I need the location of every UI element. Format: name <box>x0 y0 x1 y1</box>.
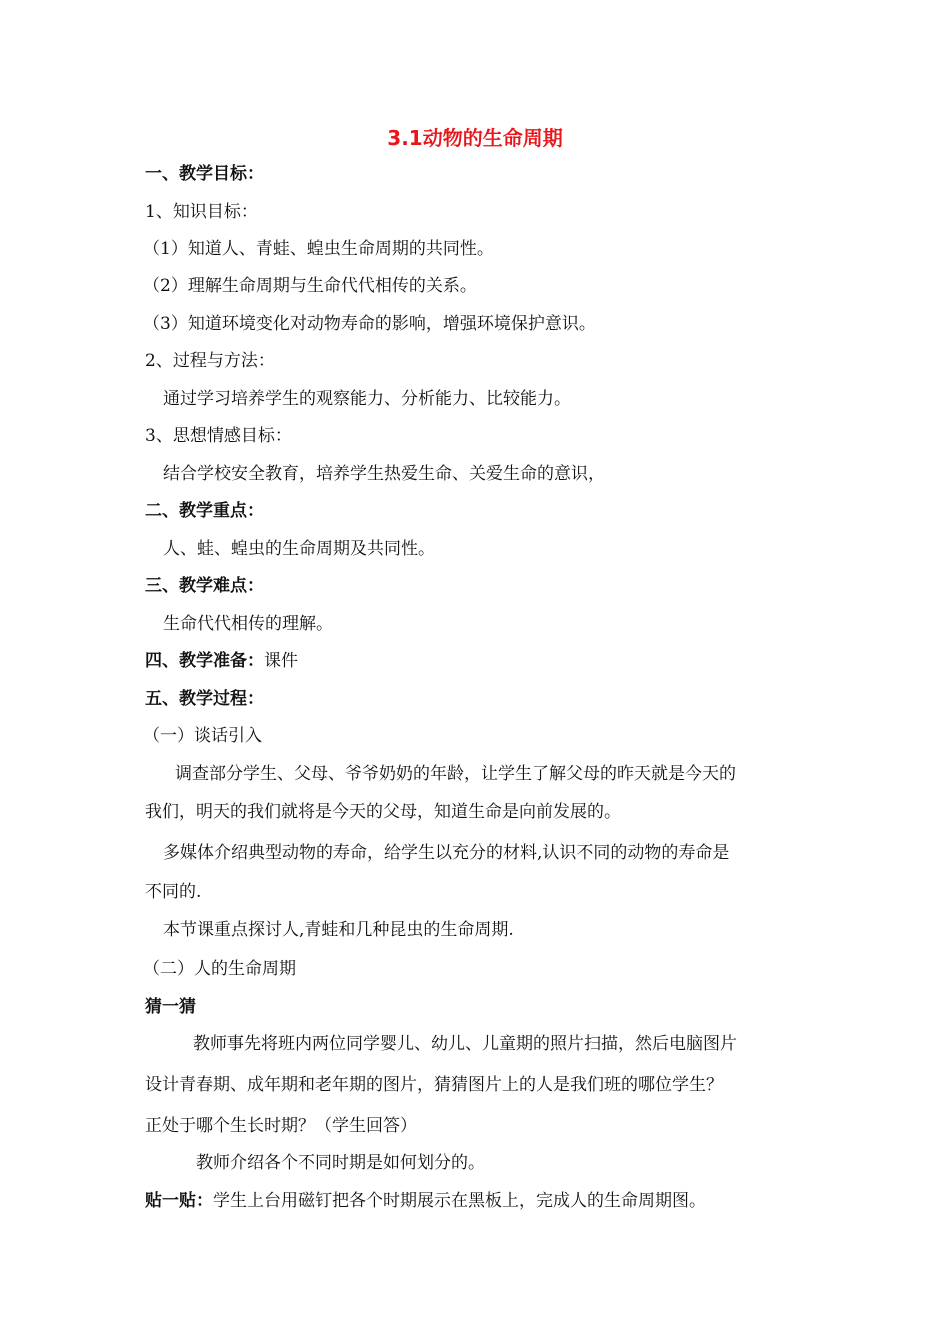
intro-paragraph-2-line-2: 不同的. <box>145 882 202 902</box>
activity-heading-stick: 贴一贴： <box>145 1191 213 1211</box>
knowledge-goal-label: 1、知识目标： <box>145 202 258 222</box>
stick-activity-text: 学生上台用磁钉把各个时期展示在黑板上，完成人的生命周期图。 <box>213 1191 706 1211</box>
guess-paragraph-line-2: 设计青春期、成年期和老年期的图片，猜猜图片上的人是我们班的哪位学生？ <box>145 1075 723 1095</box>
section-heading-preparation: 四、教学准备： <box>145 651 264 671</box>
activity-heading-guess: 猜一猜 <box>145 997 196 1017</box>
guess-paragraph-line-1: 教师事先将班内两位同学婴儿、幼儿、儿童期的照片扫描，然后电脑图片 <box>193 1034 737 1054</box>
guess-paragraph-line-3: 正处于哪个生长时期？（学生回答） <box>145 1116 417 1136</box>
intro-paragraph-1-line-2: 我们，明天的我们就将是今天的父母，知道生命是向前发展的。 <box>145 802 621 822</box>
intro-paragraph-2-line-1: 多媒体介绍典型动物的寿命，给学生以充分的材料,认识不同的动物的寿命是 <box>163 843 730 863</box>
subsection-heading-human-life-cycle: （二）人的生命周期 <box>143 959 296 979</box>
section-heading-objectives: 一、教学目标： <box>145 164 264 184</box>
stick-activity-row <box>145 1189 706 1213</box>
section-heading-key-points: 二、教学重点： <box>145 501 264 521</box>
preparation-row <box>145 649 298 673</box>
intro-paragraph-1-line-1: 调查部分学生、父母、爷爷奶奶的年龄，让学生了解父母的昨天就是今天的 <box>175 764 736 784</box>
difficulties-text: 生命代代相传的理解。 <box>163 614 333 634</box>
knowledge-goal-item-3: （3）知道环境变化对动物寿命的影响，增强环境保护意识。 <box>143 314 596 334</box>
teacher-explains-periods: 教师介绍各个不同时期是如何划分的。 <box>196 1153 485 1173</box>
emotion-goal-text: 结合学校安全教育，培养学生热爱生命、关爱生命的意识， <box>163 464 605 484</box>
section-heading-process: 五、教学过程： <box>145 689 264 709</box>
emotion-goal-label: 3、思想情感目标： <box>145 426 292 446</box>
knowledge-goal-item-1: （1）知道人、青蛙、蝗虫生命周期的共同性。 <box>143 239 494 259</box>
process-method-label: 2、过程与方法： <box>145 351 275 371</box>
document-title: 3.1动物的生命周期 <box>387 126 563 150</box>
process-method-text: 通过学习培养学生的观察能力、分析能力、比较能力。 <box>163 389 571 409</box>
subsection-heading-intro: （一）谈话引入 <box>143 726 262 746</box>
knowledge-goal-item-2: （2）理解生命周期与生命代代相传的关系。 <box>143 276 477 296</box>
section-heading-difficulties: 三、教学难点： <box>145 576 264 596</box>
preparation-text: 课件 <box>264 651 298 671</box>
intro-paragraph-3: 本节课重点探讨人,青蛙和几种昆虫的生命周期. <box>163 920 514 940</box>
key-points-text: 人、蛙、蝗虫的生命周期及共同性。 <box>163 539 435 559</box>
